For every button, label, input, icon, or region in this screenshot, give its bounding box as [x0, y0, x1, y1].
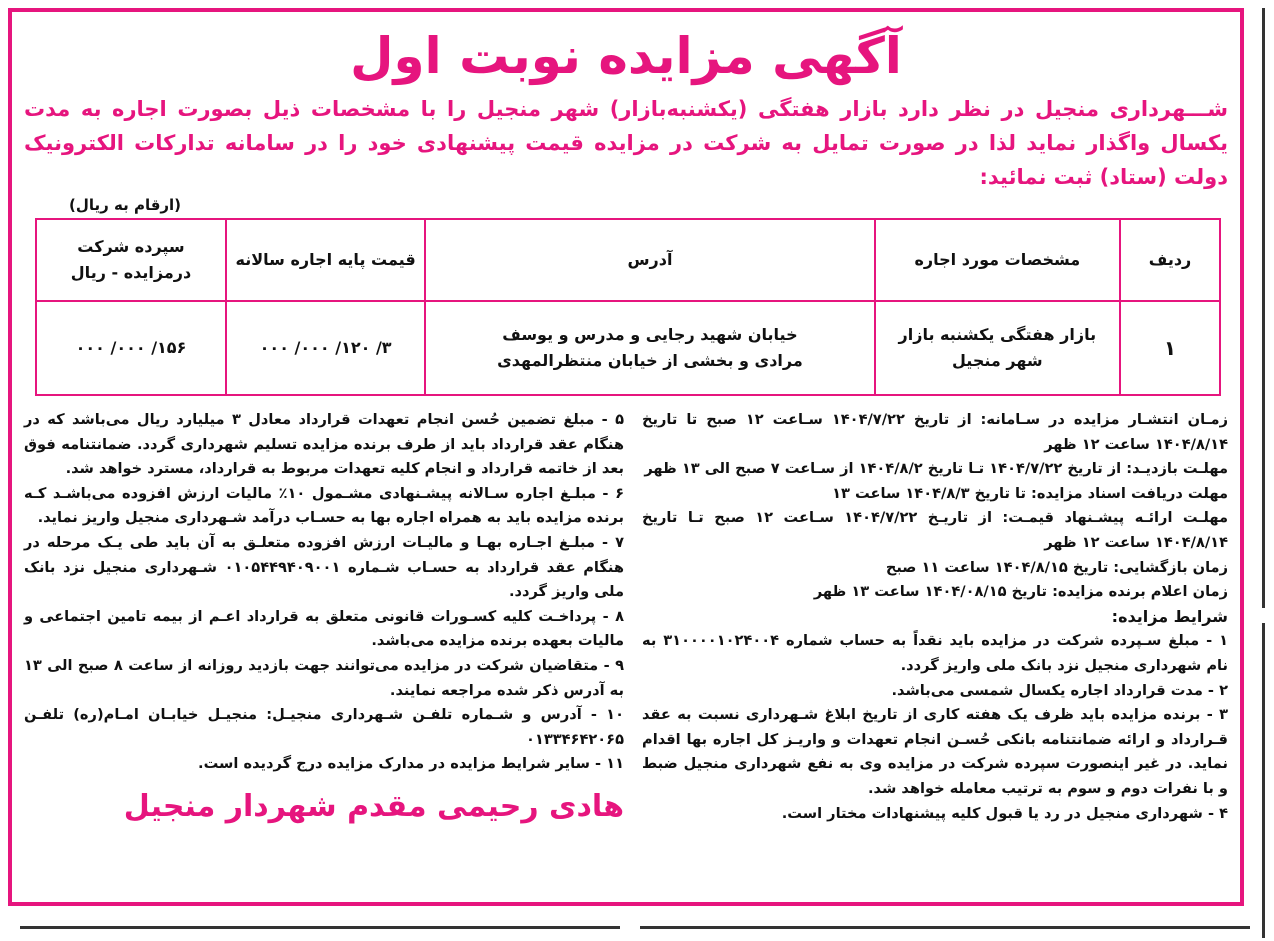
condition-item: ۳ - برنده مزایده باید ظرف یک هفته کاری از تاریخ ابلاغ شـهرداری نسبت به عقد قـرارداد و ارائه ضمانتنامه بانکی حُسـن انجام تعهدات و واریـز کل اجاره بها اقدام نماید. در غیر اینصورت سپرده شرکت در مزایده وی به نفع شهرداری منجیل ضبط و با نفرات دوم و سوم به ترتیب معامله خواهد شد. [642, 706, 1228, 797]
ad-frame [8, 8, 1244, 906]
condition-item: ۱۱ - سایر شرایط مزایده در مدارک مزایده درج گردیده است. [198, 755, 624, 773]
right-column [642, 408, 1228, 829]
schedule-item: زمان بازگشایی: تاریخ ۱۴۰۴/۸/۱۵ ساعت ۱۱ صبح [885, 558, 1228, 576]
schedule-item: زمـان انتشـار مزایده در سـامانه: از تاریخ ۱۴۰۴/۷/۲۲ سـاعت ۱۲ صبح تا تاریخ ۱۴۰۴/۸/۱۴ ساعت ۱۲ ظهر [642, 411, 1228, 453]
cell-row-number: ۱ [1120, 301, 1220, 395]
cell-specs: بازار هفتگی یکشنبه بازار شهر منجیل [875, 301, 1120, 395]
ad-title: آگهی مزایده نوبت اول [350, 27, 902, 85]
cell-address: خیابان شهید رجایی و مدرس و یوسف مرادی و بخشی از خیابان منتظرالمهدی [425, 301, 874, 395]
condition-item: ۲ - مدت قرارداد اجاره یکسال شمسی می‌باشد. [891, 681, 1228, 699]
adjacent-ad-fragment [1262, 623, 1274, 938]
condition-item: ۱۰ - آدرس و شـماره تلفـن شـهرداری منجیـل: منجیـل خیابـان امـام(ره) تلفـن ۰۱۳۳۴۶۴۲۰۶۵ [24, 706, 624, 748]
adjacent-ad-fragment [640, 926, 1250, 941]
condition-item: ۵ - مبلغ تضمین حُسن انجام تعهدات قرارداد معادل ۳ میلیارد ریال می‌باشد که در هنگام عقد قرارداد باید از طرف برنده مزایده تسلیم شهرداری گردد. ضمانتنامه فوق بعد از خاتمه قرارداد و انجام کلیه تعهدات مربوط به قرارداد، مسترد خواهد شد. [24, 411, 624, 478]
header-address: آدرس [425, 219, 874, 301]
conditions-title: شرایط مزایده: [1111, 606, 1228, 626]
table-header-row [36, 219, 1220, 301]
adjacent-ad-fragment [1262, 8, 1274, 608]
auction-table [35, 218, 1221, 396]
header-row-number: ردیف [1120, 219, 1220, 301]
condition-item: ۱ - مبلغ سـپرده شرکت در مزایده باید نقداً به حساب شماره ۳۱۰۰۰۰۱۰۲۴۰۰۴ به نام شهرداری منجیل نزد بانک ملی واریز گردد. [642, 632, 1228, 674]
schedule-item: مهلت دریافت اسناد مزایده: تا تاریخ ۱۴۰۴/۸/۳ ساعت ۱۳ [832, 484, 1228, 502]
table-row [36, 301, 1220, 395]
cell-deposit: ۰۰۰ /۰۰۰ /۱۵۶ [36, 301, 226, 395]
condition-item: ۸ - پرداخـت کلیه کسـورات قانونی متعلق به قرارداد اعـم از بیمه تامین اجتماعی و مالیات بعهده برنده مزایده می‌باشد. [24, 607, 624, 650]
condition-item: ۷ - مبلـغ اجـاره بهـا و مالیـات ارزش افزوده متعلـق به آن باید طی یـک مرحله در هنگام عقد قرارداد به حسـاب شـماره ۰۱۰۵۴۴۹۴۰۹۰۰۱ شـهرداری منجیل نزد بانک ملی واریز گردد. [24, 533, 624, 601]
header-base-price: قیمت پایه اجاره سالانه [226, 219, 425, 301]
cell-base-price: ۰۰۰ /۰۰۰ /۱۲۰ /۳ [226, 301, 425, 395]
schedule-item: زمان اعلام برنده مزایده: تاریخ ۱۴۰۴/۰۸/۱۵ ساعت ۱۳ ظهر [813, 583, 1228, 601]
unit-note: (ارقام به ریال) [69, 196, 182, 214]
header-deposit: سپرده شرکت درمزایده - ریال [36, 219, 226, 301]
condition-item: ۹ - متقاضیان شرکت در مزایده می‌توانند جهت بازدید روزانه از ساعت ۸ صبح الی ۱۳ به آدرس ذکر شده مراجعه نمایند. [24, 656, 624, 699]
left-column [24, 408, 624, 829]
body-columns [24, 408, 1228, 829]
header-specs: مشخصات مورد اجاره [875, 219, 1120, 301]
condition-item: ۶ - مبلـغ اجاره سـالانه پیشـنهادی مشـمول ۱۰٪ مالیات ارزش افزوده می‌باشـد کـه برنده مزایده باید به همراه اجاره بها به حسـاب درآمد شـهرداری منجیل واریز نماید. [24, 484, 624, 527]
condition-item: ۴ - شهرداری منجیل در رد یا قبول کلیه پیشنهادات مختار است. [781, 804, 1228, 822]
signature: هادی رحیمی مقدم شهردار منجیل [123, 788, 624, 824]
schedule-item: مهلـت ارائـه پیشـنهاد قیمـت: از تاریـخ ۱۴۰۴/۷/۲۲ سـاعت ۱۲ صبح تـا تاریخ ۱۴۰۴/۸/۱۴ ساعت ۱۲ ظهر [642, 509, 1228, 551]
adjacent-ad-fragment [20, 926, 620, 941]
schedule-item: مهلـت بازدیـد: از تاریخ ۱۴۰۴/۷/۲۲ تـا تاریخ ۱۴۰۴/۸/۲ از سـاعت ۷ صبح الی ۱۳ ظهر [644, 460, 1228, 478]
intro-text: شـــهرداری منجیل در نظر دارد بازار هفتگی (یکشنبه‌بازار) شهر منجیل را با مشخصات ذیل بصورت اجاره به مدت یکسال واگذار نماید لذا در صورت تمایل به شرکت در مزایده قیمت پیشنهادی خود را در سامانه تدارکات الکترونیک دولت (ستاد) ثبت نمائید: [24, 97, 1228, 189]
